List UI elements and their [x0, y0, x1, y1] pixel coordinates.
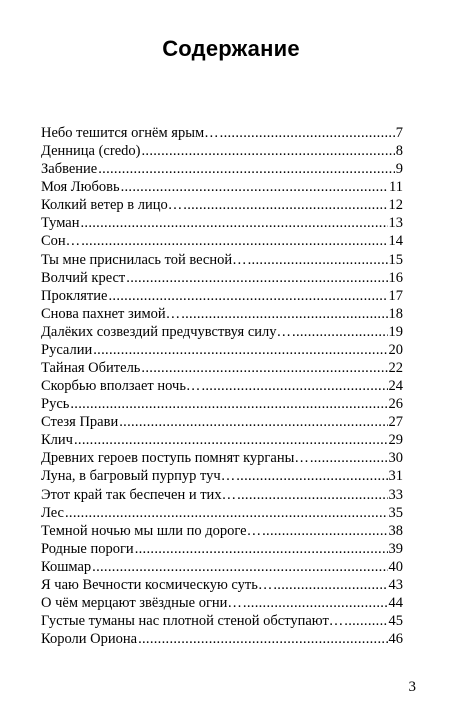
toc-entry-page: 24 [388, 378, 403, 395]
toc-entry [41, 594, 403, 612]
toc-entry-title: Ты мне приснилась той весной… [41, 251, 247, 268]
toc-dot-leader [181, 305, 387, 323]
toc-entry-page: 11 [389, 179, 403, 196]
toc-entry-title: Я чаю Вечности космическую суть… [41, 576, 273, 593]
toc-entry-title: Русалии [41, 341, 93, 358]
toc-entry [41, 630, 403, 648]
toc-entry-page: 33 [388, 486, 403, 503]
toc-entry-page: 38 [388, 522, 403, 539]
toc-entry-page: 17 [388, 287, 403, 304]
toc-entry-page: 31 [388, 468, 403, 485]
toc-dot-leader [273, 576, 387, 594]
toc-entry [41, 323, 403, 341]
toc-dot-leader [108, 287, 387, 305]
toc-entry [41, 377, 403, 395]
toc-entry [41, 196, 403, 214]
toc-entry [41, 305, 403, 323]
toc-entry-title: Густые туманы нас плотной стеной обступают… [41, 613, 344, 630]
toc-entry-title: Сон… [41, 233, 81, 250]
toc-entry [41, 431, 403, 449]
toc-dot-leader [292, 323, 387, 341]
toc-entry-page: 44 [388, 595, 403, 612]
toc-entry [41, 576, 403, 594]
toc-dot-leader [183, 196, 387, 214]
toc-dot-leader [344, 612, 387, 630]
toc-entry-page: 9 [395, 161, 403, 178]
toc-dot-leader [201, 377, 387, 395]
toc-entry-title: Денница (credo) [41, 143, 141, 160]
toc-dot-leader [135, 540, 388, 558]
toc-dot-leader [119, 413, 387, 431]
toc-entry [41, 486, 403, 504]
toc-dot-leader [92, 558, 387, 576]
toc-entry-title: Русь [41, 396, 70, 413]
toc-entry-title: Небо тешится огнём ярым… [41, 125, 219, 141]
toc-dot-leader [237, 486, 387, 504]
page-number: 3 [408, 679, 416, 695]
toc-entry [41, 413, 403, 431]
toc-entry-title: Снова пахнет зимой… [41, 305, 181, 322]
toc-entry-title: О чём мерцают звёздные огни… [41, 595, 242, 612]
toc-entry [41, 504, 403, 522]
toc-entry [41, 359, 403, 377]
toc-entry [41, 124, 403, 142]
toc-entry [41, 232, 403, 250]
toc-entry [41, 341, 403, 359]
toc-dot-leader [243, 594, 388, 612]
toc-entry-title: Лес [41, 504, 64, 521]
toc-entry-page: 27 [388, 414, 403, 431]
toc-entry-title: Проклятие [41, 287, 108, 304]
toc-entry [41, 522, 403, 540]
toc-entry-page: 18 [388, 305, 403, 322]
toc-entry [41, 612, 403, 630]
toc-dot-leader [126, 269, 387, 287]
toc-entry-page: 13 [388, 215, 403, 232]
toc-dot-leader [262, 522, 387, 540]
toc-entry-title: Родные пороги [41, 540, 134, 557]
toc-entry-page: 15 [388, 251, 403, 268]
toc-dot-leader [236, 467, 387, 485]
toc-entry-page: 14 [388, 233, 403, 250]
toc-entry-page: 12 [388, 197, 403, 214]
toc-dot-leader [98, 160, 395, 178]
toc-entry [41, 449, 403, 467]
toc-entry [41, 178, 403, 196]
toc-entry [41, 467, 403, 485]
toc-entry-page: 26 [388, 396, 403, 413]
toc-entry-title: Колкий ветер в лицо… [41, 197, 183, 214]
toc-entry-page: 7 [395, 125, 403, 141]
toc-entry [41, 269, 403, 287]
toc-entry [41, 251, 403, 269]
toc-entry [41, 214, 403, 232]
toc-entry-page: 16 [388, 269, 403, 286]
toc-dot-leader [248, 251, 388, 269]
toc-entry-title: Короли Ориона [41, 631, 138, 648]
toc-entry-title: Этот край так беспечен и тих… [41, 486, 237, 503]
toc-entry-title: Волчий крест [41, 269, 126, 286]
toc-entry-page: 39 [388, 540, 403, 557]
toc-entry-page: 19 [388, 323, 403, 340]
toc-entry-page: 8 [395, 143, 403, 160]
table-of-contents [41, 124, 403, 648]
toc-entry [41, 558, 403, 576]
toc-entry-page: 46 [388, 631, 403, 648]
toc-entry-title: Скорбью вползает ночь… [41, 378, 201, 395]
toc-entry-title: Кошмар [41, 558, 92, 575]
toc-dot-leader [81, 232, 387, 250]
toc-entry-title: Моя Любовь [41, 179, 120, 196]
toc-entry-title: Туман [41, 215, 80, 232]
toc-entry-title: Забвение [41, 161, 98, 178]
toc-dot-leader [70, 395, 387, 413]
toc-entry-title: Стезя Прави [41, 414, 119, 431]
toc-entry-page: 43 [388, 576, 403, 593]
toc-entry [41, 160, 403, 178]
toc-dot-leader [65, 504, 388, 522]
toc-entry-page: 30 [388, 450, 403, 467]
toc-entry-title: Далёких созвездий предчувствуя силу… [41, 323, 292, 340]
toc-entry-page: 45 [388, 613, 403, 630]
toc-entry [41, 395, 403, 413]
toc-entry-page: 29 [388, 432, 403, 449]
toc-entry-page: 35 [388, 504, 403, 521]
toc-entry-page: 22 [388, 360, 403, 377]
page-title: Содержание [162, 36, 300, 61]
toc-entry [41, 142, 403, 160]
toc-dot-leader [121, 178, 388, 196]
toc-dot-leader [93, 341, 387, 359]
toc-entry-title: Темной ночью мы шли по дороге… [41, 522, 262, 539]
toc-dot-leader [80, 214, 387, 232]
toc-entry-title: Луна, в багровый пурпур туч… [41, 468, 236, 485]
toc-dot-leader [141, 142, 394, 160]
toc-entry-title: Клич [41, 432, 73, 449]
toc-entry-page: 20 [388, 341, 403, 358]
toc-entry-title: Тайная Обитель [41, 360, 141, 377]
toc-entry [41, 287, 403, 305]
toc-dot-leader [310, 449, 388, 467]
toc-dot-leader [220, 124, 395, 142]
toc-entry [41, 540, 403, 558]
toc-dot-leader [74, 431, 388, 449]
toc-entry-page: 40 [388, 558, 403, 575]
toc-dot-leader [141, 359, 387, 377]
toc-dot-leader [138, 630, 387, 648]
toc-entry-title: Древних героев поступь помнят курганы… [41, 450, 309, 467]
